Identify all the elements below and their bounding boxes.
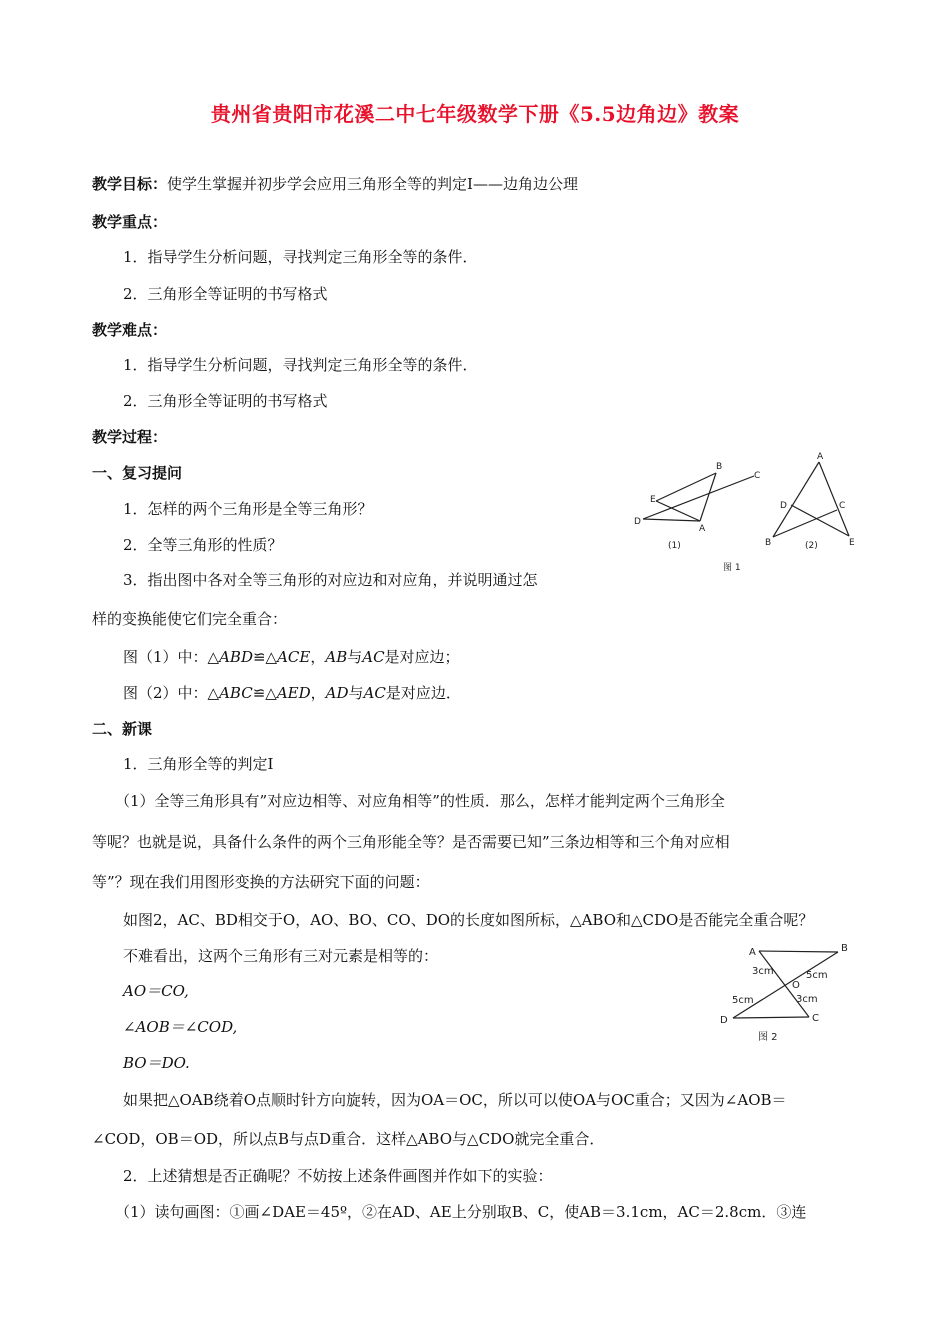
paragraph-line: （1）全等三角形具有”对应边相等、对应角相等”的性质．那么，怎样才能判定两个三角形全 bbox=[115, 792, 725, 810]
fig1-label-C: C bbox=[754, 471, 761, 481]
fig2-label-C: C bbox=[839, 501, 846, 511]
fig2-point-D: D bbox=[720, 1015, 728, 1026]
review-answer-2: 图（2）中：△ABC≌△AED，AD与AC是对应边． bbox=[123, 684, 461, 702]
objectives-text: 使学生掌握并初步学会应用三角形全等的判定Ⅰ——边角边公理 bbox=[167, 175, 578, 193]
fig2-label-E: E bbox=[849, 538, 855, 548]
difficulty-item: 1．指导学生分析问题，寻找判定三角形全等的条件． bbox=[123, 356, 478, 374]
equation: AO＝CO, bbox=[123, 982, 189, 1000]
key-point-item: 2．三角形全等证明的书写格式 bbox=[123, 285, 328, 303]
new-lesson-heading: 二、新课 bbox=[92, 720, 153, 738]
objectives-line bbox=[92, 174, 578, 194]
fig1-label-E: E bbox=[650, 495, 656, 505]
paragraph-line: 不难看出，这两个三角形有三对元素是相等的： bbox=[123, 947, 439, 965]
fig1-sub1-label: (1) bbox=[668, 541, 681, 551]
fig2-point-A: A bbox=[749, 947, 756, 958]
paragraph-line: （1）读句画图：①画∠DAE＝45º，②在AD、AE上分别取B、C，使AB＝3.1cm，AC＝2.8cm．③连 bbox=[115, 1203, 807, 1221]
review-answer-1: 图（1）中：△ABD≌△ACE，AB与AC是对应边； bbox=[123, 648, 460, 666]
review-question: 2．全等三角形的性质？ bbox=[123, 536, 283, 554]
review-question: 3．指出图中各对全等三角形的对应边和对应角，并说明通过怎 bbox=[123, 571, 538, 589]
fig2-point-B: B bbox=[841, 943, 848, 954]
fig2-length-DO: 5cm bbox=[732, 995, 754, 1006]
document-title: 贵州省贵阳市花溪二中七年级数学下册《5.5边角边》教案 bbox=[210, 102, 740, 126]
difficulties-label: 教学难点： bbox=[92, 321, 168, 339]
review-heading: 一、复习提问 bbox=[92, 464, 183, 482]
figure-1-caption: 图 1 bbox=[723, 563, 741, 573]
fig2-length-AO: 3cm bbox=[752, 966, 774, 977]
paragraph-line: 如果把△OAB绕着O点顺时针方向旋转，因为OA＝OC，所以可以使OA与OC重合；又因为∠AOB＝ bbox=[123, 1091, 787, 1109]
fig1-label-B: B bbox=[716, 462, 723, 472]
paragraph-line: ∠COD，OB＝OD，所以点B与点D重合．这样△ABO与△CDO就完全重合． bbox=[92, 1130, 605, 1148]
paragraph-line: 等呢？也就是说，具备什么条件的两个三角形能全等？是否需要已知”三条边相等和三个角对应相 bbox=[92, 833, 730, 851]
key-point-item: 1．指导学生分析问题，寻找判定三角形全等的条件． bbox=[123, 248, 478, 266]
fig1-label-A: A bbox=[699, 524, 706, 534]
paragraph-line: 如图2，AC、BD相交于O，AO、BO、CO、DO的长度如图所标，△ABO和△CDO是否能完全重合呢？ bbox=[123, 911, 814, 929]
figure-1-sub1-lines bbox=[643, 473, 754, 521]
objectives-label: 教学目标： bbox=[92, 175, 168, 193]
figure-1-sub2-lines bbox=[773, 462, 849, 537]
fig2-label-A: A bbox=[817, 452, 824, 462]
figure-2 bbox=[712, 940, 862, 1048]
figure-2-caption: 图 2 bbox=[758, 1032, 778, 1043]
fig2-point-O: O bbox=[792, 980, 800, 991]
fig2-point-C: C bbox=[812, 1013, 819, 1024]
key-points-label: 教学重点： bbox=[92, 213, 168, 231]
new-lesson-sub1: 1．三角形全等的判定Ⅰ bbox=[123, 755, 274, 773]
fig1-sub2-label: (2) bbox=[805, 541, 818, 551]
fig2-label-D: D bbox=[780, 501, 787, 511]
process-label: 教学过程： bbox=[92, 428, 168, 446]
fig2-label-B: B bbox=[765, 538, 772, 548]
equation: BO＝DO. bbox=[123, 1054, 190, 1072]
paragraph-line: 等”？现在我们用图形变换的方法研究下面的问题： bbox=[92, 873, 430, 891]
figure-1 bbox=[630, 450, 862, 580]
review-question: 1．怎样的两个三角形是全等三角形？ bbox=[123, 500, 373, 518]
equation: ∠AOB＝∠COD, bbox=[123, 1018, 238, 1036]
new-lesson-sub2: 2．上述猜想是否正确呢？不妨按上述条件画图并作如下的实验： bbox=[123, 1167, 553, 1185]
difficulty-item: 2．三角形全等证明的书写格式 bbox=[123, 392, 328, 410]
review-question-cont: 样的变换能使它们完全重合： bbox=[92, 610, 288, 628]
fig2-length-BO: 5cm bbox=[806, 970, 828, 981]
figure-2-lines bbox=[733, 951, 838, 1018]
fig2-length-CO: 3cm bbox=[796, 994, 818, 1005]
fig1-label-D: D bbox=[634, 517, 641, 527]
